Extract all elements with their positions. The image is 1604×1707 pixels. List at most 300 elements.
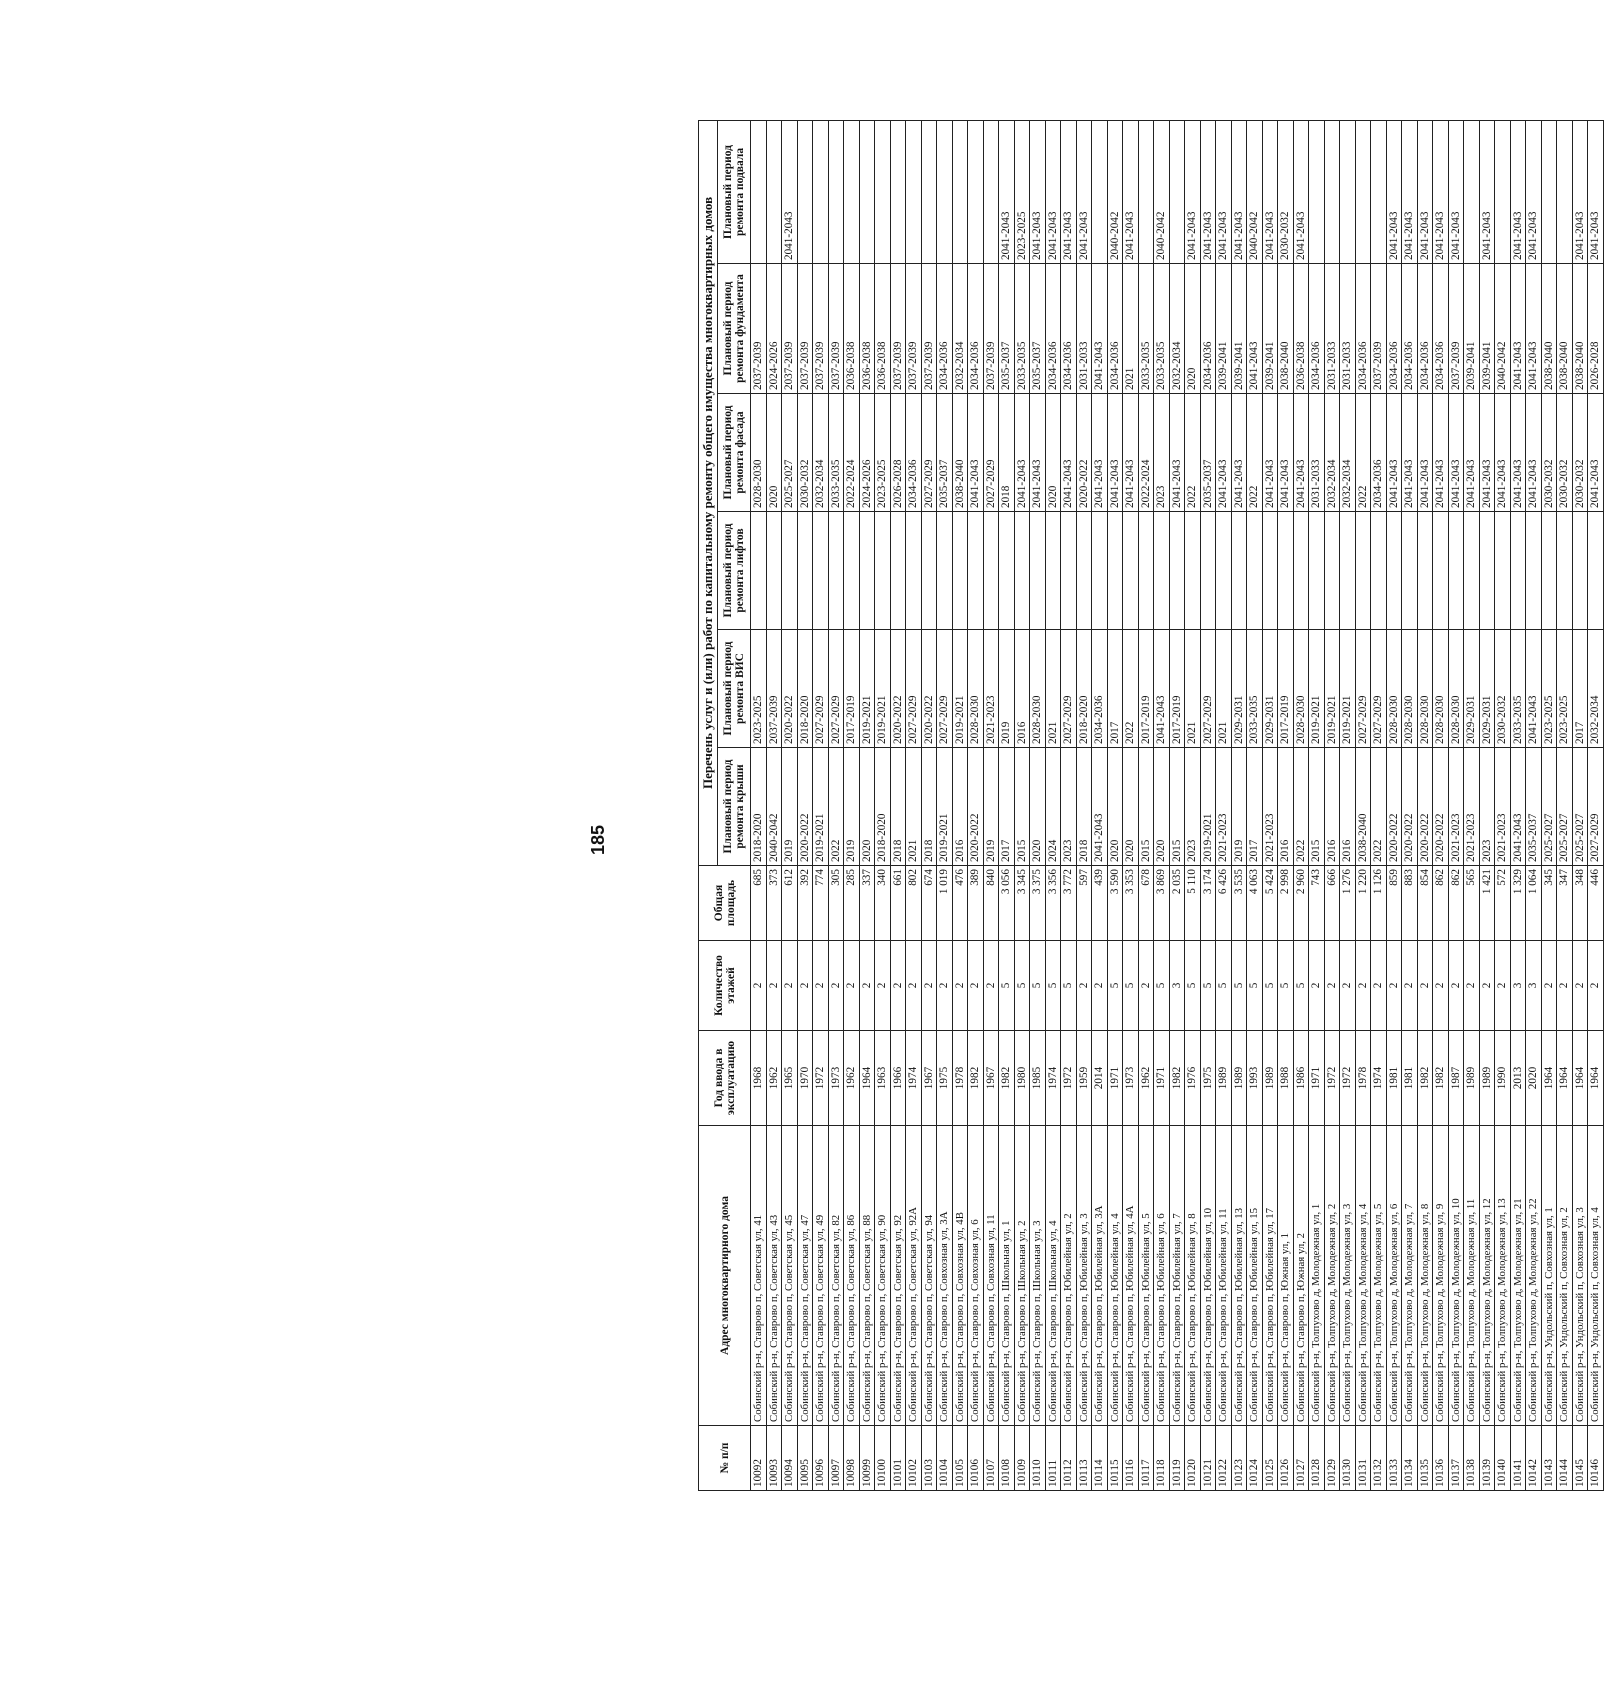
- cell-address: Собинский р-н, Толпухово д, Молодежная ул, 7: [1402, 1126, 1418, 1426]
- cell-address: Собинский р-н, Ставрово п, Советская ул, 47: [797, 1126, 813, 1426]
- cell-num: 10140: [1495, 1426, 1511, 1491]
- cell-floors: 2: [782, 941, 798, 1031]
- cell-area: 572: [1495, 866, 1511, 941]
- cell-roof: 2018-2020: [875, 748, 891, 866]
- cell-floors: 5: [999, 941, 1015, 1031]
- cell-roof: 2035-2037: [1526, 748, 1542, 866]
- cell-floors: 5: [1278, 941, 1294, 1031]
- cell-roof: 2018: [1076, 748, 1092, 866]
- cell-lift: [1045, 512, 1061, 630]
- cell-floors: 5: [1107, 941, 1123, 1031]
- cell-lift: [844, 512, 860, 630]
- table-body: [751, 120, 1604, 1490]
- table-row: [999, 120, 1015, 1490]
- cell-vis: 2017-2019: [844, 630, 860, 748]
- cell-floors: 2: [828, 941, 844, 1031]
- cell-area: 1 064: [1526, 866, 1542, 941]
- cell-year: 1978: [1355, 1031, 1371, 1126]
- cell-foundation: 2026-2028: [1588, 264, 1604, 394]
- cell-roof: 2019: [1231, 748, 1247, 866]
- cell-vis: 2027-2029: [906, 630, 922, 748]
- cell-area: 612: [782, 866, 798, 941]
- cell-basement: 2023-2025: [1014, 120, 1030, 263]
- cell-year: 1982: [1433, 1031, 1449, 1126]
- cell-area: 340: [875, 866, 891, 941]
- cell-lift: [1107, 512, 1123, 630]
- cell-foundation: 2037-2039: [797, 264, 813, 394]
- cell-address: Собинский р-н, Толпухово д, Молодежная ул, 8: [1417, 1126, 1433, 1426]
- cell-facade: 2030-2032: [1541, 394, 1557, 512]
- cell-basement: 2041-2043: [1076, 120, 1092, 263]
- cell-roof: 2017: [999, 748, 1015, 866]
- cell-facade: 2023: [1154, 394, 1170, 512]
- cell-num: 10145: [1572, 1426, 1588, 1491]
- cell-lift: [1231, 512, 1247, 630]
- cell-address: Собинский р-н, Толпухово д, Молодежная ул, 2: [1324, 1126, 1340, 1426]
- cell-address: Собинский р-н, Ставрово п, Советская ул, 45: [782, 1126, 798, 1426]
- table-row: [1247, 120, 1263, 1490]
- cell-lift: [937, 512, 953, 630]
- cell-area: 565: [1464, 866, 1480, 941]
- cell-address: Собинский р-н, Ставрово п, Советская ул, 41: [751, 1126, 767, 1426]
- cell-year: 1975: [1200, 1031, 1216, 1126]
- cell-address: Собинский р-н, Ставрово п, Юбилейная ул, 13: [1231, 1126, 1247, 1426]
- cell-year: 1982: [1169, 1031, 1185, 1126]
- cell-address: Собинский р-н, Ставрово п, Юбилейная ул, 11: [1216, 1126, 1232, 1426]
- cell-floors: 5: [1061, 941, 1077, 1031]
- cell-address: Собинский р-н, Ставрово п, Совхозная ул, 6: [968, 1126, 984, 1426]
- cell-floors: 2: [906, 941, 922, 1031]
- cell-address: Собинский р-н, Толпухово д, Молодежная ул, 6: [1386, 1126, 1402, 1426]
- cell-floors: 2: [797, 941, 813, 1031]
- cell-foundation: 2039-2041: [1262, 264, 1278, 394]
- cell-foundation: 2038-2040: [1541, 264, 1557, 394]
- cell-floors: 5: [1293, 941, 1309, 1031]
- cell-lift: [983, 512, 999, 630]
- cell-foundation: 2034-2036: [1309, 264, 1325, 394]
- table-row: [890, 120, 906, 1490]
- cell-floors: 2: [1138, 941, 1154, 1031]
- cell-facade: 2027-2029: [921, 394, 937, 512]
- cell-vis: 2019-2021: [952, 630, 968, 748]
- cell-floors: 2: [1092, 941, 1108, 1031]
- cell-facade: 2041-2043: [1262, 394, 1278, 512]
- cell-roof: 2020-2022: [1433, 748, 1449, 866]
- cell-num: 10110: [1030, 1426, 1046, 1491]
- cell-address: Собинский р-н, Толпухово д, Молодежная ул, 1: [1309, 1126, 1325, 1426]
- cell-vis: 2019-2021: [1340, 630, 1356, 748]
- header-works-group: Перечень услуг и (или) работ по капитальному ремонту общего имущества многоквартирных домов: [699, 120, 718, 865]
- cell-year: 1964: [1557, 1031, 1573, 1126]
- cell-foundation: 2040-2042: [1495, 264, 1511, 394]
- table-row: [766, 120, 782, 1490]
- cell-vis: 2028-2030: [968, 630, 984, 748]
- cell-lift: [1200, 512, 1216, 630]
- table-row: [1402, 120, 1418, 1490]
- cell-lift: [1061, 512, 1077, 630]
- table-row: [1495, 120, 1511, 1490]
- table-row: [1309, 120, 1325, 1490]
- cell-vis: 2017: [1107, 630, 1123, 748]
- cell-foundation: 2032-2034: [952, 264, 968, 394]
- cell-area: 305: [828, 866, 844, 941]
- cell-num: 10128: [1309, 1426, 1325, 1491]
- cell-basement: 2041-2043: [1417, 120, 1433, 263]
- cell-basement: [968, 120, 984, 263]
- table-row: [1433, 120, 1449, 1490]
- cell-facade: 2024-2026: [859, 394, 875, 512]
- cell-foundation: 2021: [1123, 264, 1139, 394]
- table-row: [1417, 120, 1433, 1490]
- cell-foundation: 2037-2039: [782, 264, 798, 394]
- cell-facade: 2041-2043: [968, 394, 984, 512]
- cell-address: Собинский р-н, Ставрово п, Юбилейная ул, 5: [1138, 1126, 1154, 1426]
- cell-foundation: 2037-2039: [983, 264, 999, 394]
- cell-foundation: 2034-2036: [1433, 264, 1449, 394]
- cell-foundation: 2033-2035: [1138, 264, 1154, 394]
- cell-year: 1964: [1588, 1031, 1604, 1126]
- cell-foundation: 2041-2043: [1092, 264, 1108, 394]
- table-row: [813, 120, 829, 1490]
- cell-year: 1972: [813, 1031, 829, 1126]
- cell-year: 1990: [1495, 1031, 1511, 1126]
- cell-area: 285: [844, 866, 860, 941]
- cell-vis: 2027-2029: [813, 630, 829, 748]
- cell-roof: 2016: [1324, 748, 1340, 866]
- cell-foundation: 2041-2043: [1526, 264, 1542, 394]
- cell-area: 743: [1309, 866, 1325, 941]
- table-row: [1371, 120, 1387, 1490]
- cell-facade: 2020-2022: [1076, 394, 1092, 512]
- cell-facade: 2041-2043: [1402, 394, 1418, 512]
- cell-year: 1975: [937, 1031, 953, 1126]
- cell-floors: 5: [1185, 941, 1201, 1031]
- cell-facade: 2018: [999, 394, 1015, 512]
- table-row: [1169, 120, 1185, 1490]
- header-year: Год ввода в эксплуатацию: [699, 1031, 751, 1126]
- cell-roof: 2021-2023: [1448, 748, 1464, 866]
- cell-vis: 2019-2021: [1324, 630, 1340, 748]
- cell-num: 10107: [983, 1426, 999, 1491]
- cell-address: Собинский р-н, Ставрово п, Юбилейная ул, 6: [1154, 1126, 1170, 1426]
- cell-roof: 2020: [1030, 748, 1046, 866]
- cell-facade: 2041-2043: [1293, 394, 1309, 512]
- cell-lift: [1185, 512, 1201, 630]
- cell-num: 10114: [1092, 1426, 1108, 1491]
- table-row: [751, 120, 767, 1490]
- cell-foundation: 2037-2039: [828, 264, 844, 394]
- cell-address: Собинский р-н, Толпухово д, Молодежная ул, 21: [1510, 1126, 1526, 1426]
- cell-facade: 2041-2043: [1030, 394, 1046, 512]
- cell-num: 10138: [1464, 1426, 1480, 1491]
- cell-year: 1962: [1138, 1031, 1154, 1126]
- cell-vis: 2028-2030: [1386, 630, 1402, 748]
- cell-floors: 3: [1169, 941, 1185, 1031]
- cell-floors: 5: [1262, 941, 1278, 1031]
- cell-floors: 5: [1231, 941, 1247, 1031]
- cell-lift: [766, 512, 782, 630]
- cell-num: 10141: [1510, 1426, 1526, 1491]
- cell-vis: 2028-2030: [1433, 630, 1449, 748]
- cell-num: 10112: [1061, 1426, 1077, 1491]
- cell-floors: 2: [1309, 941, 1325, 1031]
- cell-num: 10127: [1293, 1426, 1309, 1491]
- cell-vis: 2019-2021: [1309, 630, 1325, 748]
- cell-lift: [1557, 512, 1573, 630]
- table-row: [797, 120, 813, 1490]
- cell-basement: [890, 120, 906, 263]
- cell-roof: 2020-2022: [797, 748, 813, 866]
- cell-roof: 2023: [1061, 748, 1077, 866]
- cell-facade: 2030-2032: [797, 394, 813, 512]
- cell-roof: 2019: [983, 748, 999, 866]
- cell-area: 476: [952, 866, 968, 941]
- cell-lift: [999, 512, 1015, 630]
- cell-vis: 2022: [1123, 630, 1139, 748]
- cell-basement: 2041-2043: [1588, 120, 1604, 263]
- table-row: [1030, 120, 1046, 1490]
- cell-floors: 2: [1076, 941, 1092, 1031]
- cell-num: 10113: [1076, 1426, 1092, 1491]
- cell-address: Собинский р-н, Ставрово п, Совхозная ул, 3А: [937, 1126, 953, 1426]
- cell-num: 10101: [890, 1426, 906, 1491]
- cell-basement: 2041-2043: [1216, 120, 1232, 263]
- cell-vis: 2021: [1045, 630, 1061, 748]
- cell-foundation: 2034-2036: [1417, 264, 1433, 394]
- cell-year: 1981: [1402, 1031, 1418, 1126]
- table-row: [1479, 120, 1495, 1490]
- cell-vis: 2023-2025: [1541, 630, 1557, 748]
- cell-floors: 5: [1216, 941, 1232, 1031]
- cell-facade: 2041-2043: [1216, 394, 1232, 512]
- cell-roof: 2021-2023: [1495, 748, 1511, 866]
- cell-facade: 2041-2043: [1526, 394, 1542, 512]
- cell-basement: [751, 120, 767, 263]
- cell-address: Собинский р-н, Ставрово п, Советская ул, 90: [875, 1126, 891, 1426]
- cell-roof: 2023: [1185, 748, 1201, 866]
- cell-foundation: 2035-2037: [999, 264, 1015, 394]
- cell-roof: 2041-2043: [1092, 748, 1108, 866]
- cell-area: 1 276: [1340, 866, 1356, 941]
- cell-roof: 2041-2043: [1510, 748, 1526, 866]
- cell-area: 3 356: [1045, 866, 1061, 941]
- cell-vis: 2028-2030: [1448, 630, 1464, 748]
- cell-roof: 2038-2040: [1355, 748, 1371, 866]
- cell-year: 1972: [1061, 1031, 1077, 1126]
- cell-lift: [751, 512, 767, 630]
- cell-foundation: 2036-2038: [875, 264, 891, 394]
- cell-floors: 2: [751, 941, 767, 1031]
- cell-facade: 2032-2034: [1340, 394, 1356, 512]
- cell-basement: 2041-2043: [1510, 120, 1526, 263]
- cell-vis: 2017: [1572, 630, 1588, 748]
- cell-lift: [875, 512, 891, 630]
- cell-basement: [1092, 120, 1108, 263]
- cell-basement: [1557, 120, 1573, 263]
- table-row: [859, 120, 875, 1490]
- cell-area: 3 174: [1200, 866, 1216, 941]
- cell-basement: 2041-2043: [1185, 120, 1201, 263]
- cell-basement: [1495, 120, 1511, 263]
- cell-area: 774: [813, 866, 829, 941]
- cell-floors: 5: [1247, 941, 1263, 1031]
- cell-num: 10137: [1448, 1426, 1464, 1491]
- cell-roof: 2020-2022: [968, 748, 984, 866]
- cell-year: 1993: [1247, 1031, 1263, 1126]
- cell-num: 10094: [782, 1426, 798, 1491]
- cell-num: 10146: [1588, 1426, 1604, 1491]
- cell-year: 1978: [952, 1031, 968, 1126]
- cell-year: 1971: [1154, 1031, 1170, 1126]
- cell-foundation: 2034-2036: [937, 264, 953, 394]
- cell-facade: 2041-2043: [1433, 394, 1449, 512]
- cell-roof: 2020: [1154, 748, 1170, 866]
- cell-vis: 2017-2019: [1138, 630, 1154, 748]
- cell-area: 2 960: [1293, 866, 1309, 941]
- cell-year: 1973: [1123, 1031, 1139, 1126]
- cell-vis: 2033-2035: [1247, 630, 1263, 748]
- cell-area: 392: [797, 866, 813, 941]
- cell-vis: 2029-2031: [1231, 630, 1247, 748]
- cell-area: 5 424: [1262, 866, 1278, 941]
- cell-address: Собинский р-н, Толпухово д, Молодежная ул, 22: [1526, 1126, 1542, 1426]
- cell-roof: 2015: [1138, 748, 1154, 866]
- cell-address: Собинский р-н, Ундольский п, Совхозная ул, 3: [1572, 1126, 1588, 1426]
- cell-facade: 2030-2032: [1557, 394, 1573, 512]
- cell-lift: [1402, 512, 1418, 630]
- cell-area: 347: [1557, 866, 1573, 941]
- cell-roof: 2018: [890, 748, 906, 866]
- cell-vis: 2023-2025: [1557, 630, 1573, 748]
- cell-address: Собинский р-н, Толпухово д, Молодежная ул, 9: [1433, 1126, 1449, 1426]
- cell-vis: 2021: [1185, 630, 1201, 748]
- cell-lift: [1464, 512, 1480, 630]
- cell-foundation: 2036-2038: [844, 264, 860, 394]
- table-row: [1138, 120, 1154, 1490]
- cell-facade: 2020: [1045, 394, 1061, 512]
- cell-roof: 2019-2021: [1200, 748, 1216, 866]
- cell-num: 10134: [1402, 1426, 1418, 1491]
- cell-floors: 5: [1030, 941, 1046, 1031]
- cell-area: 674: [921, 866, 937, 941]
- cell-facade: 2028-2030: [751, 394, 767, 512]
- cell-roof: 2015: [1014, 748, 1030, 866]
- cell-roof: 2025-2027: [1572, 748, 1588, 866]
- cell-year: 1971: [1309, 1031, 1325, 1126]
- table-row: [1588, 120, 1604, 1490]
- cell-num: 10143: [1541, 1426, 1557, 1491]
- cell-year: 1963: [875, 1031, 891, 1126]
- cell-vis: 2019-2021: [875, 630, 891, 748]
- cell-year: 1989: [1216, 1031, 1232, 1126]
- cell-facade: 2041-2043: [1510, 394, 1526, 512]
- cell-vis: 2027-2029: [1371, 630, 1387, 748]
- table-row: [1526, 120, 1542, 1490]
- table-row: [782, 120, 798, 1490]
- cell-floors: 2: [766, 941, 782, 1031]
- cell-address: Собинский р-н, Ставрово п, Советская ул, 43: [766, 1126, 782, 1426]
- cell-num: 10129: [1324, 1426, 1340, 1491]
- cell-lift: [1386, 512, 1402, 630]
- cell-vis: 2021: [1216, 630, 1232, 748]
- cell-lift: [1495, 512, 1511, 630]
- cell-floors: 2: [1340, 941, 1356, 1031]
- cell-area: 3 535: [1231, 866, 1247, 941]
- cell-area: 597: [1076, 866, 1092, 941]
- cell-vis: 2027-2029: [1355, 630, 1371, 748]
- cell-facade: 2030-2032: [1572, 394, 1588, 512]
- cell-lift: [1123, 512, 1139, 630]
- cell-floors: 3: [1526, 941, 1542, 1031]
- cell-address: Собинский р-н, Ставрово п, Юбилейная ул, 8: [1185, 1126, 1201, 1426]
- cell-roof: 2020: [859, 748, 875, 866]
- cell-year: 1982: [968, 1031, 984, 1126]
- cell-floors: 2: [1541, 941, 1557, 1031]
- table-row: [1293, 120, 1309, 1490]
- cell-floors: 5: [1154, 941, 1170, 1031]
- cell-floors: 2: [983, 941, 999, 1031]
- cell-roof: 2019-2021: [813, 748, 829, 866]
- table-row: [1541, 120, 1557, 1490]
- header-vis: Плановый период ремонта ВИС: [718, 630, 751, 748]
- cell-year: 1982: [1417, 1031, 1433, 1126]
- cell-lift: [1030, 512, 1046, 630]
- cell-facade: 2023-2025: [875, 394, 891, 512]
- cell-foundation: 2032-2034: [1169, 264, 1185, 394]
- table-row: [1262, 120, 1278, 1490]
- cell-floors: 2: [1572, 941, 1588, 1031]
- cell-num: 10139: [1479, 1426, 1495, 1491]
- cell-roof: 2025-2027: [1557, 748, 1573, 866]
- cell-foundation: 2037-2039: [890, 264, 906, 394]
- cell-roof: 2016: [952, 748, 968, 866]
- cell-foundation: 2034-2036: [1402, 264, 1418, 394]
- cell-year: 1966: [890, 1031, 906, 1126]
- cell-floors: 2: [1386, 941, 1402, 1031]
- cell-facade: 2041-2043: [1386, 394, 1402, 512]
- cell-address: Собинский р-н, Толпухово д, Молодежная ул, 12: [1479, 1126, 1495, 1426]
- cell-year: 1962: [766, 1031, 782, 1126]
- table-row: [1045, 120, 1061, 1490]
- cell-address: Собинский р-н, Ставрово п, Юбилейная ул, 3А: [1092, 1126, 1108, 1426]
- cell-lift: [1588, 512, 1604, 630]
- cell-roof: 2022: [828, 748, 844, 866]
- cell-year: 1974: [906, 1031, 922, 1126]
- cell-address: Собинский р-н, Толпухово д, Молодежная ул, 13: [1495, 1126, 1511, 1426]
- cell-roof: 2020: [1123, 748, 1139, 866]
- table-row: [937, 120, 953, 1490]
- cell-foundation: 2037-2039: [813, 264, 829, 394]
- cell-foundation: 2041-2043: [1510, 264, 1526, 394]
- cell-num: 10122: [1216, 1426, 1232, 1491]
- cell-area: 3 353: [1123, 866, 1139, 941]
- cell-roof: 2027-2029: [1588, 748, 1604, 866]
- cell-address: Собинский р-н, Ставрово п, Советская ул, 49: [813, 1126, 829, 1426]
- cell-vis: 2029-2031: [1479, 630, 1495, 748]
- cell-lift: [1340, 512, 1356, 630]
- cell-facade: 2041-2043: [1479, 394, 1495, 512]
- cell-basement: [766, 120, 782, 263]
- cell-num: 10106: [968, 1426, 984, 1491]
- cell-roof: 2019: [844, 748, 860, 866]
- cell-basement: [844, 120, 860, 263]
- cell-num: 10095: [797, 1426, 813, 1491]
- cell-address: Собинский р-н, Ставрово п, Школьная ул, 4: [1045, 1126, 1061, 1426]
- cell-vis: 2029-2031: [1464, 630, 1480, 748]
- cell-lift: [921, 512, 937, 630]
- cell-lift: [890, 512, 906, 630]
- cell-basement: 2040-2042: [1154, 120, 1170, 263]
